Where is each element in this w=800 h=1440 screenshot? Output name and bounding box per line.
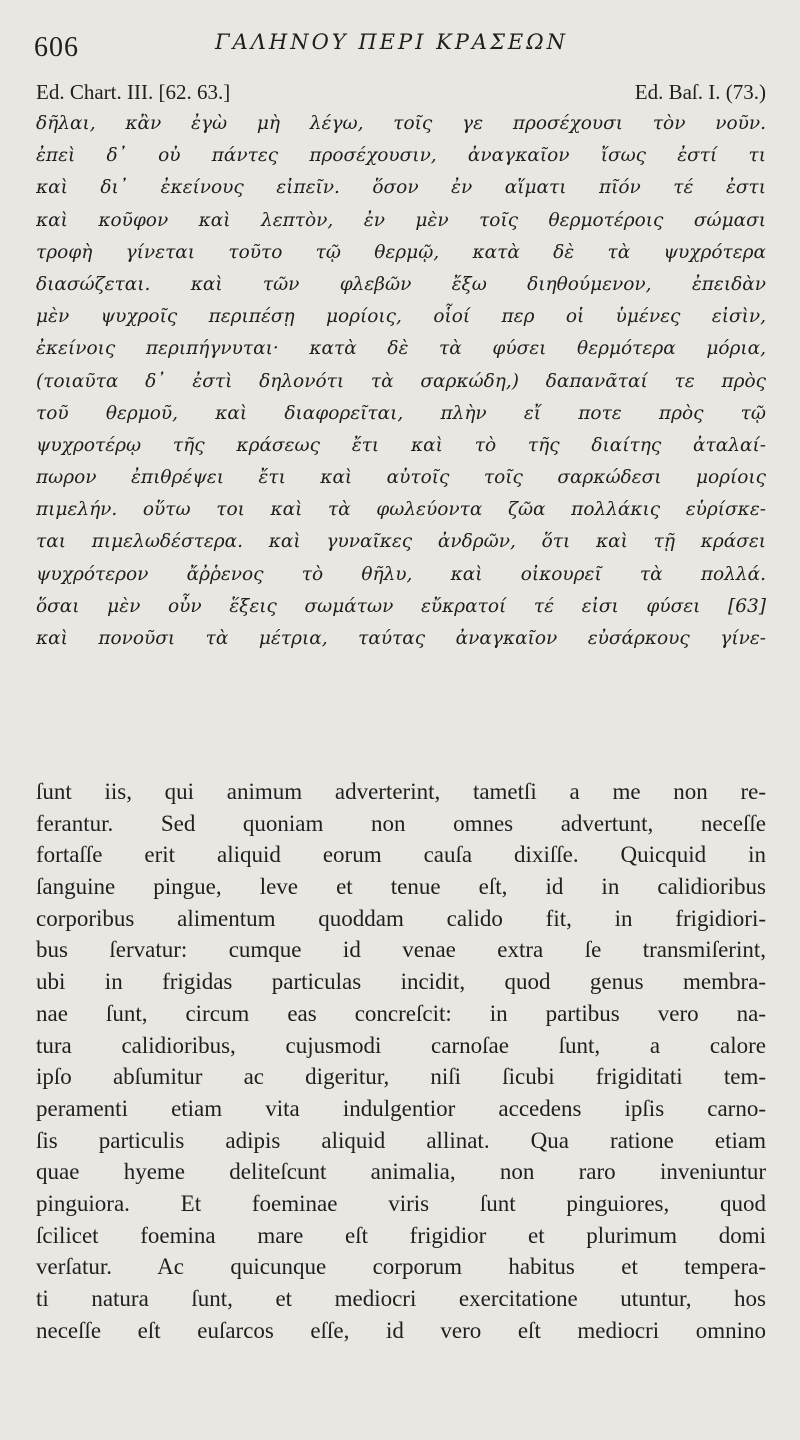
greek-line: τοῦ θερμοῦ, καὶ διαφορεῖται, πλὴν εἴ ποτε πρὸς τῷ — [36, 402, 766, 424]
latin-line: tura calidioribus, cujusmodi carnoſae ſunt, a calore — [36, 1032, 766, 1058]
greek-line: πωρον ἐπιθρέψει ἔτι καὶ αὐτοῖς τοῖς σαρκώδεσι μορίοις — [36, 467, 766, 489]
greek-line: (τοιαῦτα δ᾽ ἐστὶ δηλονότι τὰ σαρκώδη,) δαπανᾶταί τε πρὸς — [36, 370, 766, 392]
edition-chart-reference: Ed. Chart. III. [62. 63.] — [36, 80, 231, 104]
greek-line: ψυχροτέρῳ τῆς κράσεως ἔτι καὶ τὸ τῆς διαίτης ἀταλαί- — [36, 434, 766, 456]
latin-line: quae hyeme deliteſcunt animalia, non raro inveniuntur — [36, 1159, 766, 1185]
latin-line: ſcilicet foemina mare eſt frigidior et plurimum domi — [36, 1222, 766, 1248]
greek-text-block — [36, 108, 766, 655]
latin-line: fortaſſe erit aliquid eorum cauſa dixiſſe. Quicquid in — [36, 842, 766, 868]
edition-reference-row — [36, 80, 766, 108]
latin-line: ubi in frigidas particulas incidit, quod genus membra- — [36, 969, 766, 995]
greek-line: ψυχρότερον ἄῤῥενος τὸ θῆλυ, καὶ οἰκουρεῖ τὰ πολλά. — [36, 563, 766, 585]
latin-line: ſanguine pingue, leve et tenue eſt, id in calidioribus — [36, 874, 766, 900]
greek-line: διασώζεται. καὶ τῶν φλεβῶν ἔξω διηθούμενον, ἐπειδὰν — [36, 273, 766, 295]
greek-line: τροφὴ γίνεται τοῦτο τῷ θερμῷ, κατὰ δὲ τὰ ψυχρότερα — [36, 241, 766, 263]
greek-line: ὅσαι μὲν οὖν ἕξεις σωμάτων εὔκρατοί τέ εἰσι φύσει [63] — [36, 595, 766, 617]
latin-line: ſunt iis, qui animum adverterint, tametſi a me non re- — [36, 779, 766, 804]
latin-line: ſis particulis adipis aliquid allinat. Qua ratione etiam — [36, 1127, 766, 1153]
latin-line: corporibus alimentum quoddam calido fit, in frigidiori- — [36, 905, 766, 931]
greek-line: καὶ δι᾽ ἐκείνους εἰπεῖν. ὅσον ἐν αἵματι πῖόν τέ ἐστι — [36, 177, 766, 199]
greek-line: ἐπεὶ δ᾽ οὐ πάντες προσέχουσιν, ἀναγκαῖον ἴσως ἐστί τι — [36, 145, 766, 167]
greek-line: μὲν ψυχροῖς περιπέσῃ μορίοις, οἷοί περ οἱ ὑμένες εἰσὶν, — [36, 306, 766, 328]
latin-line: verſatur. Ac quicunque corporum habitus et tempera- — [36, 1254, 766, 1280]
latin-line: nae ſunt, circum eas concreſcit: in partibus vero na- — [36, 1000, 766, 1026]
latin-line: peramenti etiam vita indulgentior accedens ipſis carno- — [36, 1095, 766, 1121]
page-number: 606 — [34, 32, 79, 63]
greek-line: ἐκείνοις περιπήγνυται· κατὰ δὲ τὰ φύσει θερμότερα μόρια, — [36, 338, 766, 360]
greek-line: δῆλαι, κἂν ἐγὼ μὴ λέγω, τοῖς γε προσέχουσι τὸν νοῦν. — [36, 113, 766, 134]
greek-line: ται πιμελωδέστερα. καὶ γυναῖκες ἀνδρῶν, ὅτι καὶ τῇ κράσει — [36, 531, 766, 553]
latin-line: ferantur. Sed quoniam non omnes advertunt, neceſſe — [36, 810, 766, 836]
latin-line: pinguiora. Et foeminae viris ſunt pinguiores, quod — [36, 1190, 766, 1216]
running-title: ΓΑΛΗΝΟΥ ΠΕΡΙ ΚΡΑΣΕΩΝ — [215, 30, 569, 54]
latin-line: neceſſe eſt euſarcos eſſe, id vero eſt mediocri omnino — [36, 1317, 766, 1343]
greek-line: πιμελήν. οὕτω τοι καὶ τὰ φωλεύοντα ζῶα πολλάκις εὑρίσκε- — [36, 499, 766, 521]
latin-line: ti natura ſunt, et mediocri exercitatione utuntur, hos — [36, 1286, 766, 1311]
latin-line: ipſo abſumitur ac digeritur, niſi ſicubi frigiditati tem- — [36, 1064, 766, 1090]
greek-line: καὶ κοῦφον καὶ λεπτὸν, ἐν μὲν τοῖς θερμοτέροις σώμασι — [36, 209, 766, 231]
edition-basel-reference: Ed. Baſ. I. (73.) — [634, 80, 766, 104]
latin-text-block — [36, 776, 766, 1346]
greek-line: καὶ πονοῦσι τὰ μέτρια, ταύτας ἀναγκαῖον εὐσάρκους γίνε- — [36, 628, 766, 649]
latin-line: bus ſervatur: cumque id venae extra ſe transmiſerint, — [36, 937, 766, 963]
